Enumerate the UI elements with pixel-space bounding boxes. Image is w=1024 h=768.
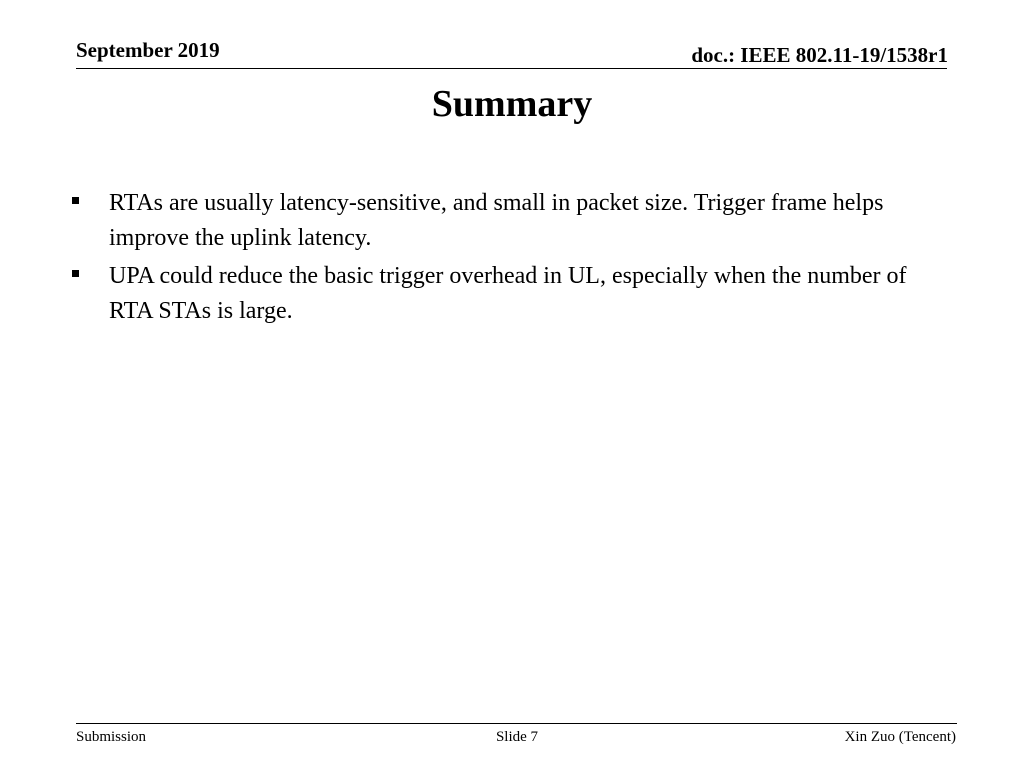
bullet-text: UPA could reduce the basic trigger overhead in UL, especially when the number of RTA STAs is large. bbox=[109, 263, 907, 324]
bullet-text: RTAs are usually latency-sensitive, and small in packet size. Trigger frame helps improve the uplink latency. bbox=[109, 190, 884, 251]
square-bullet-icon bbox=[72, 270, 79, 277]
header-date: September 2019 bbox=[76, 38, 220, 62]
footer-submission: Submission bbox=[76, 729, 147, 745]
slide-title: Summary bbox=[431, 83, 593, 125]
footer-author: Xin Zuo (Tencent) bbox=[844, 729, 956, 745]
square-bullet-icon bbox=[72, 197, 79, 204]
footer-divider bbox=[76, 723, 957, 724]
header-divider bbox=[76, 68, 947, 69]
bullet-list bbox=[72, 186, 952, 332]
bullet-item bbox=[72, 186, 952, 256]
header-doc-id: doc.: IEEE 802.11-19/1538r1 bbox=[691, 43, 948, 67]
footer-slide-number: Slide 7 bbox=[495, 729, 539, 745]
bullet-item bbox=[72, 259, 952, 329]
